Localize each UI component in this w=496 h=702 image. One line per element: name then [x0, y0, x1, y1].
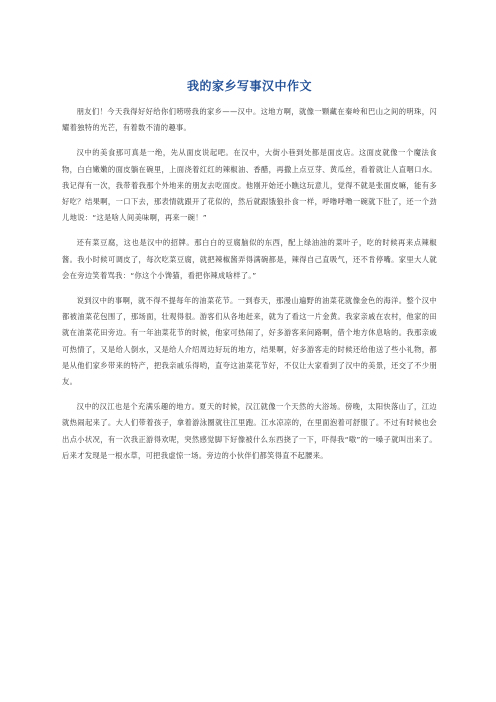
- paragraph-2: 汉中的美食那可真是一绝，先从面皮说起吧。在汉中，大街小巷到处都是面皮店。这面皮就像一个魔法食物，白白嫩嫩的面皮躺在碗里，上面浇着红红的辣椒油、香醋，再撒上点豆芽、黄瓜丝，看着就让人直咽口水。我记得有一次，我带着我那个外地来的朋友去吃面皮。他刚开始还小瞧这玩意儿，觉得不就是张面皮嘛，能有多好吃？结果啊，一口下去，那表情就跟开了花似的，然后就跟饿狼扑食一样，呼噜呼噜一碗就下肚了，还一个劲儿地说：“这是啥人间美味啊，再来一碗！”: [62, 148, 437, 223]
- paragraph-3: 还有菜豆腐，这也是汉中的招牌。那白白的豆腐脑似的东西，配上绿油油的菜叶子，吃的时候再来点辣椒酱。我小时候可调皮了，每次吃菜豆腐，就把辣椒酱弄得满碗都是，辣得自己直吸气，还不肯停嘴。家里大人就会在旁边笑着骂我：“你这个小馋猫，看把你辣成啥样了。”: [62, 238, 437, 280]
- document-title: 我的家乡写事汉中作文: [186, 79, 312, 93]
- paragraph-4: 说到汉中的事啊，就不得不提每年的油菜花节。一到春天，那漫山遍野的油菜花就像金色的海洋。整个汉中都被油菜花包围了，那场面，壮观得很。游客们从各地赶来，就为了看这一片金黄。我家亲戚在农村，他家的田就在油菜花田旁边。有一年油菜花节的时候，他家可热闹了，好多游客来问路啊，借个地方休息啥的。我那亲戚可热情了，又是给人倒水，又是给人介绍周边好玩的地方，结果啊，好多游客走的时候还给他送了些小礼物，都是从他们家乡带来的特产，把我亲戚乐得哟，直夸这油菜花节好，不仅让大家看到了汉中的美景，还交了不少朋友。: [62, 296, 437, 387]
- document-page: [62, 78, 437, 473]
- paragraph-5: 汉中的汉江也是个充满乐趣的地方。夏天的时候，汉江就像一个天然的大浴场。傍晚，太阳快落山了，江边就热闹起来了。大人们带着孩子，拿着游泳圈就往江里跑。江水凉凉的，在里面泡着可舒服了。不过有时候也会出点小状况，有一次我正游得欢呢，突然感觉脚下好像被什么东西挠了一下，吓得我“嗷”的一嗓子就叫出来了。后来才发现是一根水草，可把我虚惊一场。旁边的小伙伴们都笑得直不起腰来。: [62, 402, 437, 460]
- paragraph-1: 朋友们！今天我得好好给你们唠唠我的家乡——汉中。这地方啊，就像一颗藏在秦岭和巴山之间的明珠，闪耀着独特的光芒，有着数不清的趣事。: [62, 107, 437, 133]
